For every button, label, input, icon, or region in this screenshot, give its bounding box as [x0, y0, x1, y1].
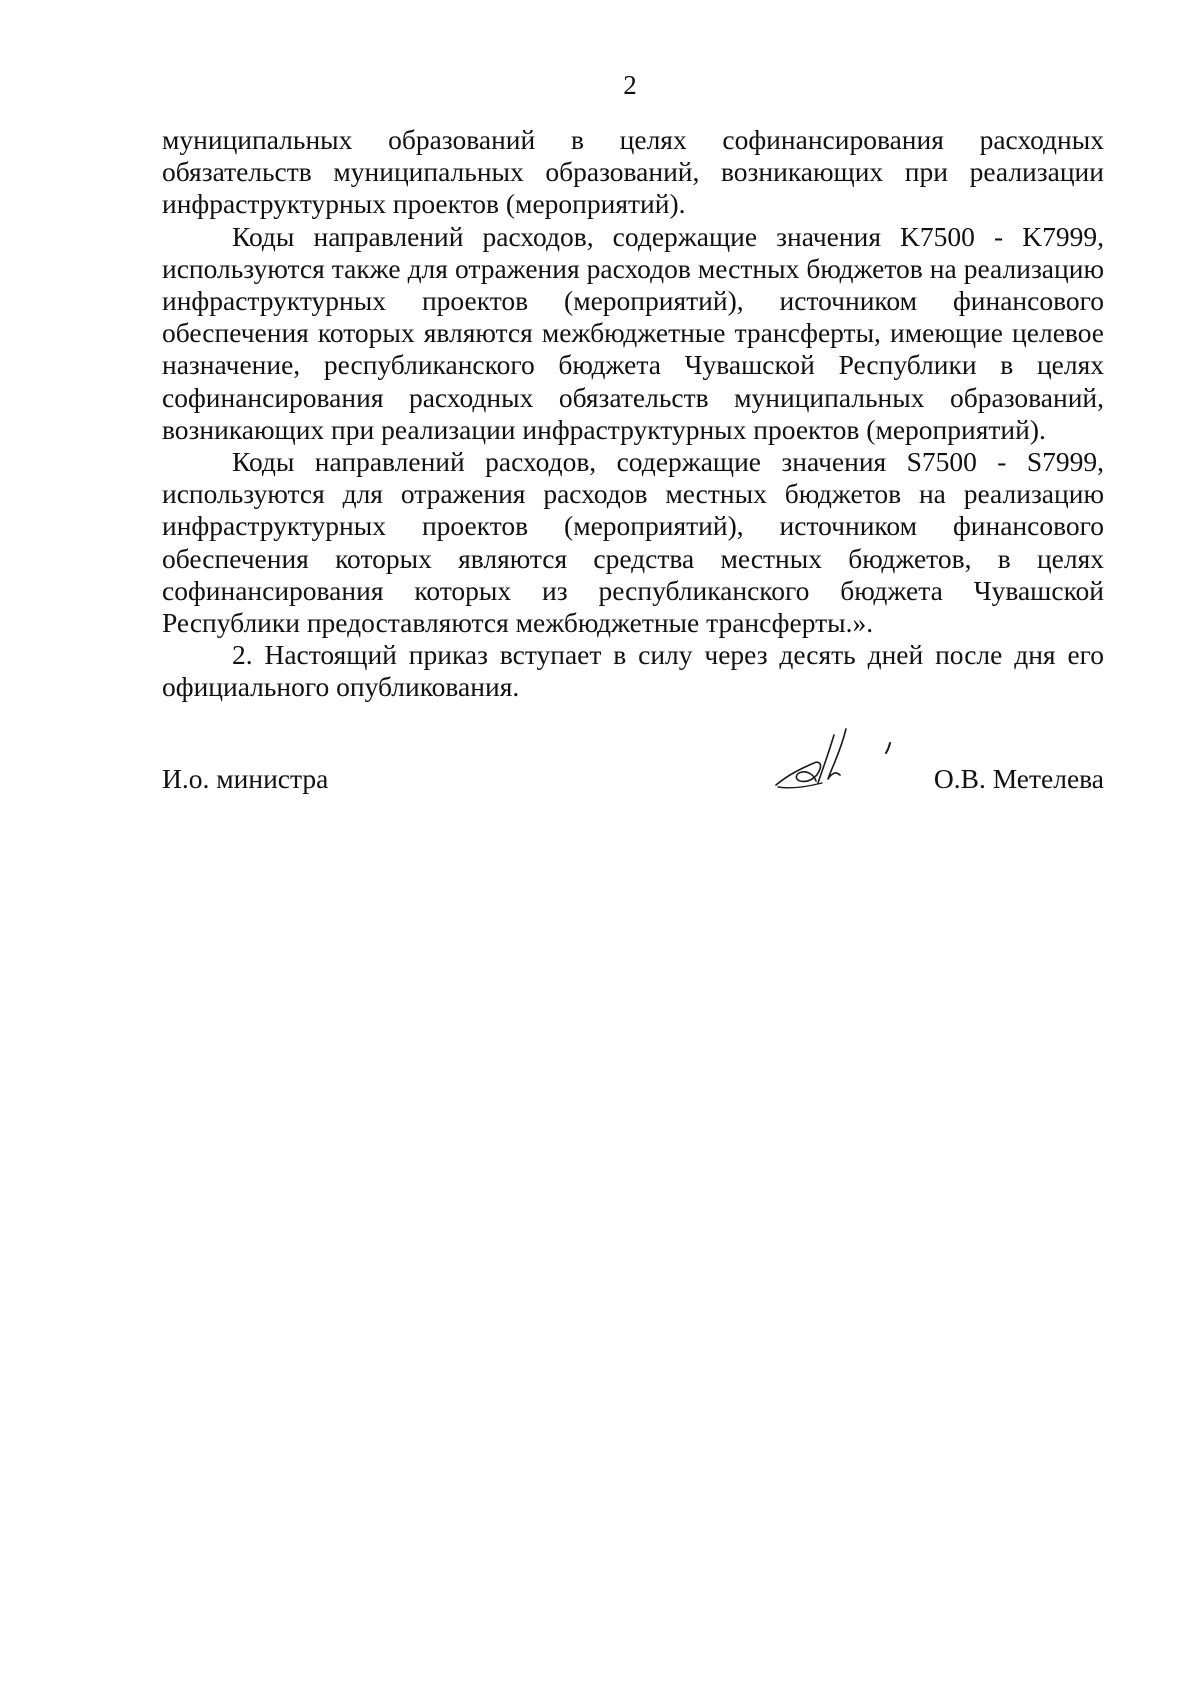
signatory-position: И.о. министра	[162, 763, 329, 794]
paragraph-k-codes: Коды направлений расходов, содержащие значения K7500 - K7999, используются также для отражения расходов местных бюджетов на реализацию инфраструктурных проектов (мероприятий), источником финансового обеспечения которых являются межбюджетные трансферты, имеющие целевое назначение, республиканского бюджета Чувашской Республики в целях софинансирования расходных обязательств муниципальных образований, возникающих при реализации инфраструктурных проектов (мероприятий).	[162, 220, 1104, 445]
handwritten-signature	[762, 723, 912, 803]
signature-block	[162, 755, 1104, 815]
document-body	[162, 124, 1104, 704]
paragraph-continuation: муниципальных образований в целях софинансирования расходных обязательств муниципальных образований, возникающих при реализации инфраструктурных проектов (мероприятий).	[162, 124, 1104, 220]
paragraph-s-codes: Коды направлений расходов, содержащие значения S7500 - S7999, используются для отражения расходов местных бюджетов на реализацию инфраструктурных проектов (мероприятий), источником финансового обеспечения которых являются средства местных бюджетов, в целях софинансирования которых из республиканского бюджета Чувашской Республики предоставляются межбюджетные трансферты.».	[162, 446, 1104, 639]
page-number: 2	[623, 70, 637, 100]
signatory-name: О.В. Метелева	[933, 763, 1104, 794]
paragraph-effective-date: 2. Настоящий приказ вступает в силу через десять дней после дня его официального опубликования.	[162, 639, 1104, 703]
